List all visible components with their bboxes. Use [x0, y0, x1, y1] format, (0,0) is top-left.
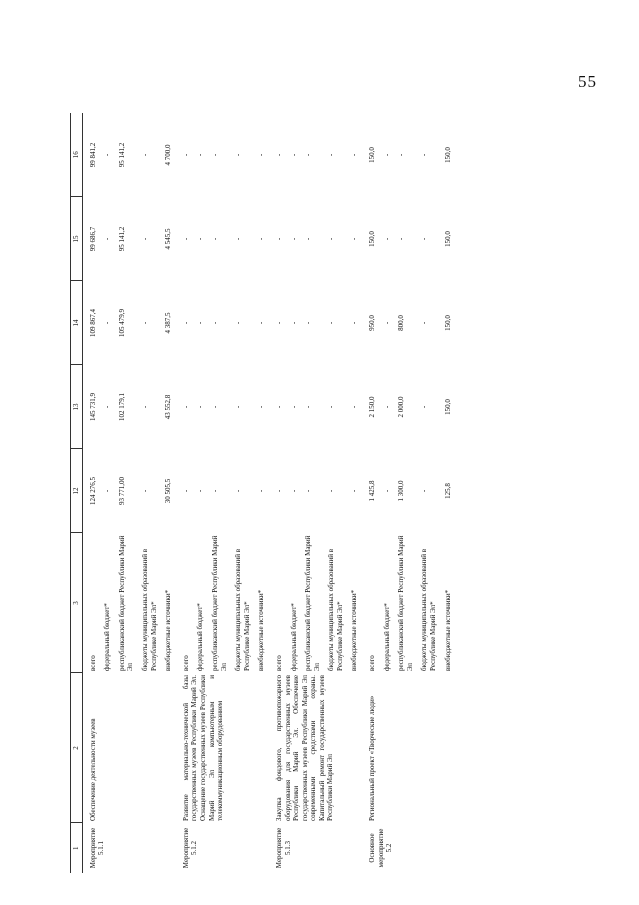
amount-cell: -	[234, 489, 243, 493]
funding-source: внебюджетные источники*	[164, 589, 173, 671]
amount-cell: 105 479,9	[117, 309, 126, 337]
amount-cell: -	[181, 237, 190, 241]
funding-source: всего	[368, 655, 377, 671]
amount-cell: -	[274, 405, 283, 409]
measure-title: Региональный проект «Творческие люди»	[368, 695, 377, 821]
measure-code: Мероприятие 5.1.2	[181, 827, 199, 869]
amount-cell: 2 000,0	[397, 396, 406, 418]
amount-cell: -	[257, 321, 266, 325]
header-row	[71, 113, 83, 873]
amount-cell: -	[140, 237, 149, 241]
header-cell: 13	[71, 365, 83, 449]
amount-cell: 145 731,9	[88, 393, 97, 421]
measure-title: Закупка фондового, противопожарного оборудования для государственных музеев Республики Марий Эл. Обеспечение государственных музеев Республики Марий Эл современными средствами охраны. Капитальный ремонт государственных музеев Республики Марий Эл	[274, 675, 335, 821]
amount-cell: -	[274, 489, 283, 493]
funding-source: республиканский бюджет Республики Марий Эл	[304, 535, 321, 671]
amount-cell: -	[382, 489, 391, 493]
amount-cell: 150,0	[443, 315, 452, 331]
amount-cell: 125,8	[443, 483, 452, 499]
amount-cell: -	[304, 321, 313, 325]
page-number: 55	[578, 72, 597, 91]
amount-cell: -	[210, 153, 219, 157]
amount-cell: -	[304, 153, 313, 157]
amount-cell: 95 141,2	[117, 142, 126, 168]
funding-source: бюджеты муниципальных образований в Республике Марий Эл*	[420, 548, 438, 671]
amount-cell: 1 425,8	[368, 480, 377, 502]
amount-cell: -	[327, 237, 336, 241]
header-cell: 3	[71, 533, 83, 673]
budget-table	[70, 113, 455, 873]
funding-source: федеральный бюджет*	[196, 603, 205, 671]
amount-cell: 102 179,1	[117, 393, 126, 421]
amount-cell: -	[350, 489, 359, 493]
measure-code: Основное мероприятие 5.2	[368, 828, 394, 868]
amount-cell: -	[181, 489, 190, 493]
amount-cell: -	[210, 405, 219, 409]
amount-cell: -	[350, 321, 359, 325]
amount-cell: 109 867,4	[88, 309, 97, 337]
amount-cell: 800,0	[397, 315, 406, 331]
amount-cell: -	[289, 153, 298, 157]
amount-cell: 30 505,5	[164, 478, 173, 504]
funding-source: всего	[88, 655, 97, 671]
amount-cell: -	[103, 237, 112, 241]
amount-cell: 150,0	[443, 399, 452, 415]
amount-cell: -	[103, 153, 112, 157]
amount-cell: -	[382, 237, 391, 241]
amount-cell: -	[210, 489, 219, 493]
table-row	[362, 113, 380, 873]
amount-cell: -	[274, 153, 283, 157]
amount-cell: -	[274, 237, 283, 241]
funding-source: федеральный бюджет*	[289, 603, 298, 671]
amount-cell: -	[304, 237, 313, 241]
funding-source: республиканский бюджет Республики Марий Эл	[210, 535, 228, 671]
amount-cell: -	[350, 405, 359, 409]
amount-cell: -	[420, 405, 429, 409]
funding-source: федеральный бюджет*	[103, 603, 112, 671]
amount-cell: 4 387,5	[164, 312, 173, 334]
amount-cell: 1 300,0	[397, 480, 406, 502]
amount-cell: -	[210, 237, 219, 241]
measure-title: Развитие материально-технической базы государственных музеев Республики Марий Эл. Оснащение государственных музеев Республики Марий Эл компьютерным и телекоммуникационным оборудованием	[181, 675, 225, 821]
amount-cell: -	[196, 405, 205, 409]
amount-cell: -	[420, 489, 429, 493]
amount-cell: -	[234, 237, 243, 241]
measure-code: Мероприятие 5.1.3	[274, 827, 292, 869]
amount-cell: -	[327, 153, 336, 157]
header-cell: 12	[71, 449, 83, 533]
amount-cell: 95 141,2	[117, 226, 126, 252]
amount-cell: 2 150,0	[368, 396, 377, 418]
funding-source: внебюджетные источники*	[257, 589, 266, 671]
measure-title: Обеспечение деятельности музеев	[88, 718, 97, 821]
measure-code: Мероприятие 5.1.1	[88, 827, 106, 869]
amount-cell: -	[289, 489, 298, 493]
amount-cell: -	[196, 237, 205, 241]
amount-cell: -	[196, 153, 205, 157]
amount-cell: -	[210, 321, 219, 325]
amount-cell: -	[420, 153, 429, 157]
amount-cell: -	[327, 489, 336, 493]
amount-cell: -	[257, 405, 266, 409]
amount-cell: -	[257, 489, 266, 493]
amount-cell: -	[304, 489, 313, 493]
funding-source: республиканский бюджет Республики Марий Эл	[117, 535, 135, 671]
amount-cell: -	[140, 153, 149, 157]
amount-cell: -	[103, 321, 112, 325]
amount-cell: -	[234, 405, 243, 409]
funding-source: внебюджетные источники*	[443, 589, 452, 671]
funding-source: федеральный бюджет*	[382, 603, 391, 671]
header-cell: 14	[71, 281, 83, 365]
amount-cell: -	[274, 321, 283, 325]
funding-source: всего	[274, 655, 283, 671]
header-cell: 2	[71, 673, 83, 823]
amount-cell: 4 545,5	[164, 228, 173, 250]
amount-cell: -	[140, 321, 149, 325]
table-row	[82, 113, 100, 873]
amount-cell: 93 771,00	[117, 477, 126, 505]
funding-source: бюджеты муниципальных образований в Республике Марий Эл*	[327, 548, 344, 671]
amount-cell: -	[327, 405, 336, 409]
funding-source: республиканский бюджет Республики Марий Эл	[397, 535, 414, 671]
amount-cell: -	[257, 153, 266, 157]
funding-source: бюджеты муниципальных образований в Республике Марий Эл*	[140, 548, 158, 671]
amount-cell: -	[382, 153, 391, 157]
funding-source: внебюджетные источники*	[350, 589, 359, 671]
amount-cell: -	[382, 321, 391, 325]
amount-cell: 150,0	[443, 147, 452, 163]
amount-cell: -	[140, 405, 149, 409]
amount-cell: -	[181, 153, 190, 157]
amount-cell: -	[350, 153, 359, 157]
funding-source: бюджеты муниципальных образований в Республике Марий Эл*	[234, 548, 251, 671]
amount-cell: -	[257, 237, 266, 241]
header-cell: 1	[71, 823, 83, 873]
amount-cell: 150,0	[368, 147, 377, 163]
amount-cell: -	[350, 237, 359, 241]
amount-cell: -	[196, 489, 205, 493]
amount-cell: -	[397, 153, 406, 157]
amount-cell: 124 276,5	[88, 477, 97, 505]
amount-cell: -	[234, 321, 243, 325]
amount-cell: -	[140, 489, 149, 493]
amount-cell: 43 552,8	[164, 394, 173, 420]
amount-cell: -	[420, 237, 429, 241]
amount-cell: -	[103, 405, 112, 409]
amount-cell: 4 700,0	[164, 144, 173, 166]
amount-cell: -	[181, 405, 190, 409]
funding-source: всего	[181, 655, 190, 671]
amount-cell: 99 686,7	[88, 226, 97, 252]
amount-cell: 950,0	[368, 315, 377, 331]
amount-cell: -	[397, 237, 406, 241]
amount-cell: -	[196, 321, 205, 325]
amount-cell: -	[327, 321, 336, 325]
amount-cell: -	[289, 321, 298, 325]
amount-cell: -	[234, 153, 243, 157]
amount-cell: -	[103, 489, 112, 493]
table-body	[71, 113, 456, 873]
header-cell: 15	[71, 197, 83, 281]
table-row	[176, 113, 194, 873]
amount-cell: -	[382, 405, 391, 409]
table-row	[269, 113, 287, 873]
amount-cell: 150,0	[443, 231, 452, 247]
amount-cell: -	[181, 321, 190, 325]
amount-cell: 150,0	[368, 231, 377, 247]
header-cell: 16	[71, 113, 83, 197]
amount-cell: -	[304, 405, 313, 409]
amount-cell: -	[289, 237, 298, 241]
amount-cell: 99 841,2	[88, 142, 97, 168]
amount-cell: -	[289, 405, 298, 409]
amount-cell: -	[420, 321, 429, 325]
rotated-table-container	[70, 113, 570, 873]
